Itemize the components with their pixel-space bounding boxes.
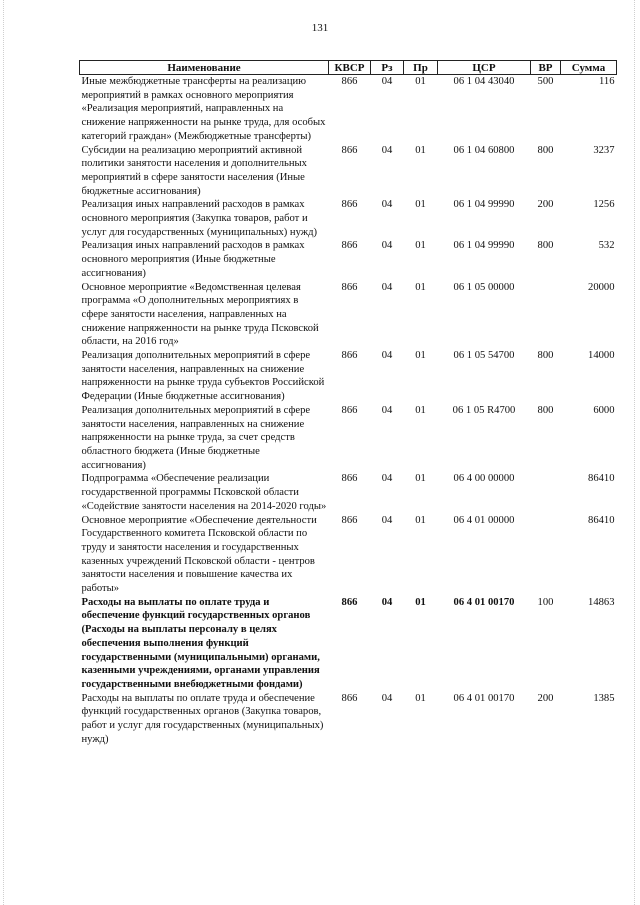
row-csr: 06 1 04 99990 xyxy=(453,199,515,211)
col-header-vr: ВР xyxy=(531,61,561,75)
row-rz: 04 xyxy=(381,692,393,704)
row-rz: 04 xyxy=(381,240,393,252)
row-rz: 04 xyxy=(381,404,393,416)
row-vr: 200 xyxy=(537,692,554,704)
row-rz: 04 xyxy=(381,76,393,87)
row-csr: 06 1 04 60800 xyxy=(453,144,515,156)
row-sum: 1256 xyxy=(593,199,615,211)
row-sum: 14863 xyxy=(588,596,615,608)
col-header-csr: ЦСР xyxy=(438,61,531,75)
row-kvsr: 866 xyxy=(341,281,358,293)
row-kvsr: 866 xyxy=(341,514,358,526)
row-rz: 04 xyxy=(381,350,393,362)
row-csr: 06 4 00 00000 xyxy=(453,473,515,485)
col-header-sum: Сумма xyxy=(561,61,617,75)
row-kvsr: 866 xyxy=(341,240,358,252)
row-csr: 06 1 04 99990 xyxy=(453,240,515,252)
table-row xyxy=(80,144,617,199)
row-sum: 6000 xyxy=(593,404,615,416)
row-rz: 04 xyxy=(381,281,393,293)
row-pr: 01 xyxy=(415,404,426,416)
row-name: Расходы на выплаты по оплате труда и обеспечение функций государственных органов (Расходы на выплаты персоналу в целях обеспечения выполнения функций государственными (муниципальными) органами, казенными учреждениями, органами управления государственными внебюджетными фондами) xyxy=(81,596,320,690)
row-pr: 01 xyxy=(415,473,426,485)
col-header-name: Наименование xyxy=(80,61,329,75)
row-csr: 06 1 05 00000 xyxy=(453,281,515,293)
col-header-rz: Рз xyxy=(371,61,404,75)
row-vr: 800 xyxy=(537,144,554,156)
row-csr: 06 4 01 00170 xyxy=(453,692,515,704)
row-sum: 116 xyxy=(599,76,615,87)
row-pr: 01 xyxy=(415,144,426,156)
row-vr xyxy=(531,281,561,350)
row-name: Реализация дополнительных мероприятий в сфере занятости населения, направленных на снижение напряженности на рынке труда субъектов Российской Федерации (Иные бюджетные ассигнования) xyxy=(81,350,325,403)
table-row xyxy=(80,514,617,596)
row-name: Основное мероприятие «Ведомственная целевая программа «О дополнительных мероприятиях в сфере занятости населения, направленных на снижение напряженности на рынке труда Псковской области, на 2016 год» xyxy=(81,281,319,348)
row-name: Реализация иных направлений расходов в рамках основного мероприятия (Иные бюджетные ассигнования) xyxy=(81,240,305,279)
row-name: Иные межбюджетные трансферты на реализацию мероприятий в рамках основного мероприятия «Реализация мероприятий, направленных на снижение напряженности на рынке труда, для особых категорий граждан» (Межбюджетные трансферты) xyxy=(81,76,326,142)
row-name: Реализация дополнительных мероприятий в сфере занятости населения, направленных на снижение напряженности на рынке труда, за счет средств областного бюджета (Иные бюджетные ассигнования) xyxy=(81,404,311,471)
row-pr: 01 xyxy=(415,692,426,704)
table-row xyxy=(80,692,617,747)
row-name: Подпрограмма «Обеспечение реализации государственной программы Псковской области «Содействие занятости населения на 2014-2020 годы» xyxy=(81,473,327,512)
row-kvsr: 866 xyxy=(341,404,358,416)
table-row xyxy=(80,472,617,513)
table-row xyxy=(80,349,617,404)
row-csr: 06 1 04 43040 xyxy=(453,76,515,87)
row-name: Основное мероприятие «Обеспечение деятельности Государственного комитета Псковской области по труду и занятости населения и государственных казенных учреждений Псковской области - центров занятости населения и повышение качества их работы» xyxy=(81,514,317,595)
row-vr: 100 xyxy=(537,596,554,608)
row-sum: 86410 xyxy=(588,473,615,485)
row-rz: 04 xyxy=(381,473,393,485)
row-vr: 800 xyxy=(537,350,554,362)
row-rz: 04 xyxy=(381,514,393,526)
row-kvsr: 866 xyxy=(341,473,358,485)
row-pr: 01 xyxy=(415,596,426,608)
row-sum: 20000 xyxy=(588,281,615,293)
row-vr: 200 xyxy=(537,199,554,211)
row-vr xyxy=(531,472,561,513)
row-kvsr: 866 xyxy=(341,199,358,211)
row-vr xyxy=(531,514,561,596)
row-name: Расходы на выплаты по оплате труда и обеспечение функций государственных органов (Закупка товаров, работ и услуг для государственных (муниципальных) нужд) xyxy=(81,692,324,745)
row-pr: 01 xyxy=(415,240,426,252)
row-sum: 1385 xyxy=(593,692,615,704)
row-name: Субсидии на реализацию мероприятий активной политики занятости населения и дополнительных мероприятий в сфере занятости населения (Иные бюджетные ассигнования) xyxy=(81,144,307,197)
row-csr: 06 4 01 00170 xyxy=(453,596,515,608)
row-pr: 01 xyxy=(415,514,426,526)
table-row xyxy=(80,281,617,350)
row-pr: 01 xyxy=(415,281,426,293)
row-sum: 3237 xyxy=(593,144,615,156)
col-header-pr: Пр xyxy=(404,61,438,75)
row-csr: 06 1 05 54700 xyxy=(453,350,515,362)
row-pr: 01 xyxy=(415,76,426,87)
row-pr: 01 xyxy=(415,199,426,211)
col-header-kvsr: КВСР xyxy=(329,61,371,75)
row-pr: 01 xyxy=(415,350,426,362)
page-number: 131 xyxy=(311,22,329,34)
table-row xyxy=(80,596,617,692)
row-rz: 04 xyxy=(381,199,393,211)
row-rz: 04 xyxy=(381,144,393,156)
budget-table xyxy=(79,60,617,746)
row-sum: 532 xyxy=(598,240,615,252)
row-sum: 14000 xyxy=(588,350,615,362)
row-vr: 800 xyxy=(537,404,554,416)
row-sum: 86410 xyxy=(588,514,615,526)
row-name: Реализация иных направлений расходов в рамках основного мероприятия (Закупка товаров, работ и услуг для государственных (муниципальных) нужд) xyxy=(81,199,317,238)
row-rz: 04 xyxy=(381,596,393,608)
table-header-row xyxy=(80,61,617,75)
row-kvsr: 866 xyxy=(341,350,358,362)
table-row xyxy=(80,239,617,280)
row-csr: 06 1 05 R4700 xyxy=(452,404,516,416)
table-row xyxy=(80,404,617,473)
right-edge-line xyxy=(634,0,635,905)
row-kvsr: 866 xyxy=(341,596,358,608)
left-edge-line xyxy=(3,0,4,905)
table-row xyxy=(80,198,617,239)
row-kvsr: 866 xyxy=(341,144,358,156)
row-kvsr: 866 xyxy=(341,692,358,704)
row-vr: 800 xyxy=(537,240,554,252)
row-csr: 06 4 01 00000 xyxy=(453,514,515,526)
row-kvsr: 866 xyxy=(341,76,358,87)
table-row xyxy=(80,75,617,144)
row-vr: 500 xyxy=(537,76,554,87)
